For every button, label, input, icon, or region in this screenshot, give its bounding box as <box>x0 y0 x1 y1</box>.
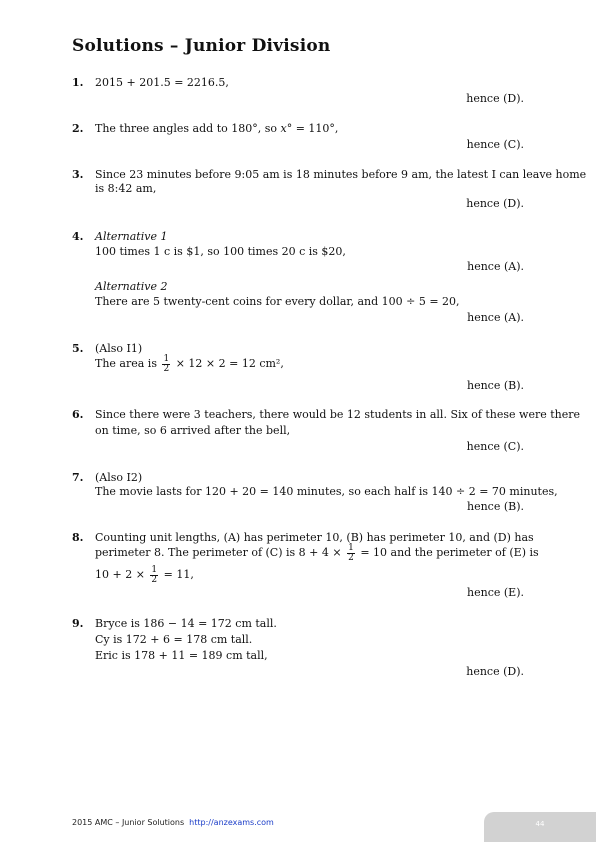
solution-answer: hence (D). <box>466 197 524 210</box>
solution-text: The movie lasts for 120 + 20 = 140 minutes, so each half is 140 ÷ 2 = 70 minutes, <box>95 485 558 498</box>
solution-text: Bryce is 186 − 14 = 172 cm tall. <box>95 617 277 630</box>
fraction: $\frac{1}{2}$ <box>348 542 354 563</box>
solution-number: 2. <box>72 122 84 135</box>
fraction: $\frac{1}{2}$ <box>151 564 158 585</box>
fraction: $\frac{1}{2}$ <box>163 353 170 374</box>
solution-text: 100 times 1 c is $1, so 100 times 20 c is $20, <box>95 245 346 258</box>
footer-text: 2015 AMC – Junior Solutions <box>72 818 185 827</box>
solution-text: Since 23 minutes before 9:05 am is 18 minutes before 9 am, the latest I can leave home <box>95 168 587 181</box>
solution-text: on time, so 6 arrived after the bell, <box>95 424 291 437</box>
solution-number: 7. <box>72 471 84 484</box>
footer <box>72 818 274 827</box>
solution-text: Cy is 172 + 6 = 178 cm tall. <box>95 633 253 646</box>
solution-text: Since there were 3 teachers, there would be 12 students in all. Six of these were there <box>95 408 581 421</box>
page-number: 44 <box>535 820 545 828</box>
solution-text: The area is $\frac{1}{2}$ × 12 × 2 = 12 cm², <box>95 353 284 374</box>
solution-text: perimeter 8. The perimeter of (C) is 8 + 4 × $\frac{1}{2}$ = 10 and the perimeter of (E) is <box>95 542 539 563</box>
solution-text: Eric is 178 + 11 = 189 cm tall, <box>95 649 268 662</box>
solution-answer: hence (C). <box>466 138 524 151</box>
footer-link[interactable]: http://anzexams.com <box>189 818 274 827</box>
solution-number: 5. <box>72 342 84 355</box>
also-note: (Also I2) <box>95 471 143 484</box>
solution-answer: hence (B). <box>466 379 524 392</box>
solution-answer: hence (B). <box>466 500 524 513</box>
solution-number: 4. <box>72 230 84 243</box>
solution-text: 10 + 2 × $\frac{1}{2}$ = 11, <box>95 564 194 585</box>
solution-text: is 8:42 am, <box>95 182 157 195</box>
alternative-label: Alternative 2 <box>95 280 168 293</box>
solution-number: 1. <box>72 76 84 89</box>
alternative-label: Alternative 1 <box>95 230 168 243</box>
solution-answer: hence (A). <box>467 311 524 324</box>
solution-answer: hence (A). <box>467 260 524 273</box>
solution-number: 6. <box>72 408 84 421</box>
page-number-tab <box>484 812 596 842</box>
solution-answer: hence (D). <box>466 665 524 678</box>
solution-text: The three angles add to 180°, so x° = 110°, <box>95 122 339 135</box>
solution-answer: hence (E). <box>467 586 524 599</box>
solution-number: 8. <box>72 531 84 544</box>
solution-number: 3. <box>72 168 84 181</box>
solution-text: Counting unit lengths, (A) has perimeter 10, (B) has perimeter 10, and (D) has <box>95 531 534 544</box>
solution-text: There are 5 twenty-cent coins for every dollar, and 100 ÷ 5 = 20, <box>95 295 460 308</box>
page-title: Solutions – Junior Division <box>72 36 331 56</box>
solution-text: 2015 + 201.5 = 2216.5, <box>95 76 229 89</box>
solution-answer: hence (D). <box>466 92 524 105</box>
solution-answer: hence (C). <box>466 440 524 453</box>
also-note: (Also I1) <box>95 342 143 355</box>
solution-number: 9. <box>72 617 84 630</box>
